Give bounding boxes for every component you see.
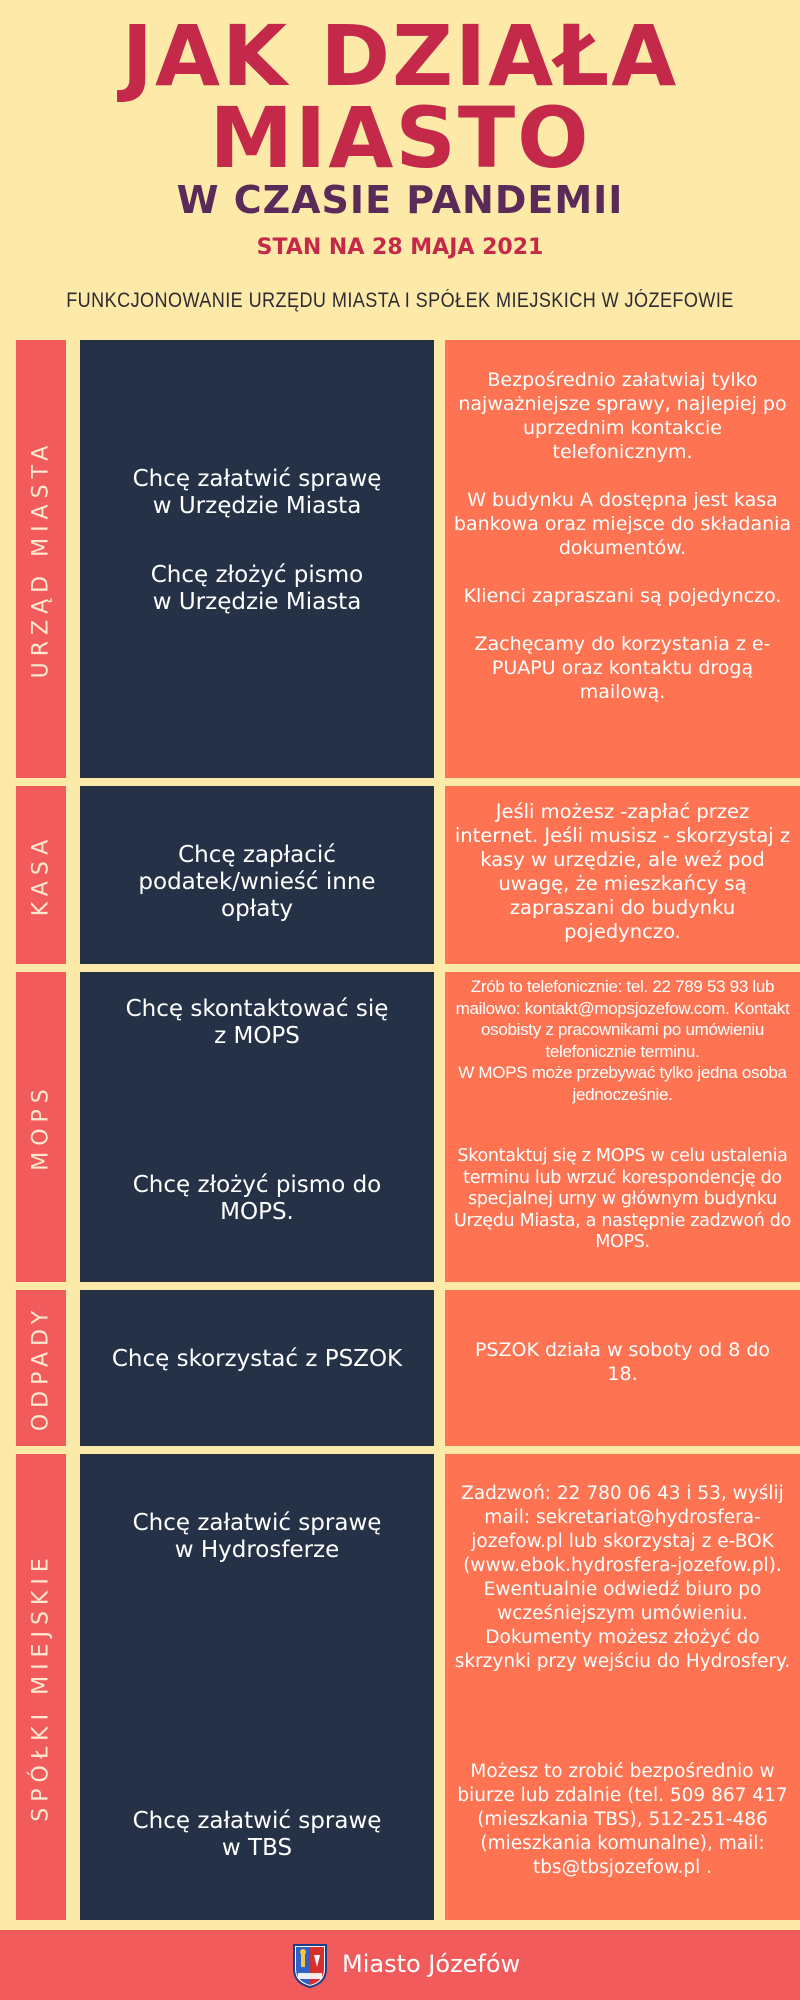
answer-column <box>445 1454 800 1920</box>
request-item: Chcę skorzystać z PSZOK <box>111 1346 403 1372</box>
city-crest-icon <box>292 1943 328 1989</box>
section-label: ODPADY <box>16 1290 66 1446</box>
request-item: Chcę skontaktować się z MOPS <box>125 996 389 1049</box>
request-column <box>80 1290 434 1446</box>
request-item: Chcę zapłacić podatek/wnieść inne opłaty <box>138 842 376 922</box>
section-label: URZĄD MIASTA <box>16 340 66 778</box>
request-item: Chcę załatwić sprawę w Urzędzie Miasta <box>132 466 382 519</box>
request-item: Chcę załatwić sprawę w TBS <box>132 1808 382 1861</box>
answer-column <box>445 786 800 964</box>
answer-item: Możesz to zrobić bezpośrednio w biurze lub zdalnie (tel. 509 867 417 (mieszkania TBS), 512-251-486 (mieszkania komunalne), mail: tbs@tbsjozefow.pl . <box>457 1761 788 1878</box>
page-title-line1: JAK DZIAŁA <box>121 7 679 105</box>
section-label: SPÓŁKI MIEJSKIE <box>16 1454 66 1920</box>
section-urzad-miasta <box>0 340 800 778</box>
date-line: STAN NA 28 MAJA 2021 <box>256 235 544 260</box>
section-kasa <box>0 786 800 964</box>
answer-item: Zadzwoń: 22 780 06 43 i 53, wyślij mail: sekretariat@hydrosfera-jozefow.pl lub skorzystaj z e-BOK (www.ebok.hydrosfera-jozefow.pl). Ewentualnie odwiedź biuro po wcześniejszym umówieniu. Dokumenty możesz złożyć do skrzynki przy wejściu do Hydrosfery. <box>454 1483 791 1672</box>
answer-column <box>445 972 800 1282</box>
answer-column <box>445 1290 800 1446</box>
request-column <box>80 1454 434 1920</box>
request-item: Chcę załatwić sprawę w Hydrosferze <box>132 1510 382 1563</box>
section-spolki-miejskie <box>0 1454 800 1920</box>
answer-item: Bezpośrednio załatwiaj tylko najważniejsze sprawy, najlepiej po uprzednim kontakcie telefonicznym. W budynku A dostępna jest kasa bankowa oraz miejsce do składania dokumentów. Klienci zapraszani są pojedynczo. Zachęcamy do korzystania z e-PUAPU oraz kontaktu drogą mailową. <box>453 369 792 703</box>
footer-text: Miasto Józefów <box>342 1950 521 1978</box>
footer <box>0 1930 800 2000</box>
page-subtitle: W CZASIE PANDEMII <box>176 178 624 222</box>
header <box>0 0 800 340</box>
request-column <box>80 340 434 778</box>
section-mops <box>0 972 800 1282</box>
request-item: Chcę złożyć pismo do MOPS. <box>132 1172 382 1225</box>
section-label: MOPS <box>16 972 66 1282</box>
section-odpady <box>0 1290 800 1446</box>
answer-column <box>445 340 800 778</box>
answer-item: Skontaktuj się z MOPS w celu ustalenia terminu lub wrzuć korespondencję do specjalnej urny w głównym budynku Urzędu Miasta, a następnie zadzwoń do MOPS. <box>453 1146 792 1252</box>
answer-item: Zrób to telefonicznie: tel. 22 789 53 93 lub mailowo: kontakt@mopsjozefow.com. Kontakt osobisty z pracownikami po umówieniu telefonicznie terminu. W MOPS może przebywać tylko jedna osoba jednocześnie. <box>455 977 790 1104</box>
section-label: KASA <box>16 786 66 964</box>
answer-item: Jeśli możesz -zapłać przez internet. Jeśli musisz - skorzystaj z kasy w urzędzie, ale weź pod uwagę, że mieszkańcy są zapraszani do budynku pojedynczo. <box>454 800 791 943</box>
intro-line: FUNKCJONOWANIE URZĘDU MIASTA I SPÓŁEK MIEJSKICH W JÓZEFOWIE <box>66 289 734 312</box>
request-item: Chcę złożyć pismo w Urzędzie Miasta <box>150 562 364 615</box>
request-column <box>80 786 434 964</box>
answer-item: PSZOK działa w soboty od 8 do 18. <box>474 1339 771 1385</box>
request-column <box>80 972 434 1282</box>
page-title-line2: MIASTO <box>209 89 591 187</box>
